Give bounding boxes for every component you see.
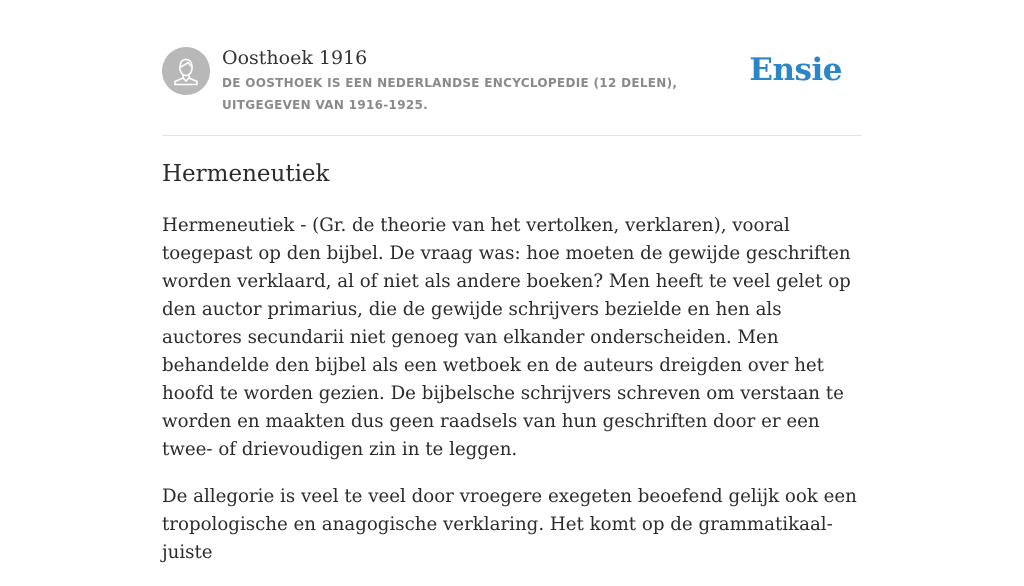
article-paragraph: De allegorie is veel te veel door vroegere exegeten beoefend gelijk ook een tropologische en anagogische verklaring. Het komt op de grammatikaal-juiste: [162, 486, 857, 563]
source-title[interactable]: Oosthoek 1916: [222, 47, 368, 69]
source-description: DE OOSTHOEK IS EEN NEDERLANDSE ENCYCLOPEDIE (12 DELEN), UITGEGEVEN VAN 1916-1925.: [222, 76, 678, 112]
article-paragraph: Hermeneutiek - (Gr. de theorie van het vertolken, verklaren), vooral toegepast op den bijbel. De vraag was: hoe moeten de gewijde geschriften worden verklaard, al of niet als andere boeken? Men heeft te veel gelet op den auctor primarius, die de gewijde schrijvers bezielde en hen als auctores secundarii niet genoeg van elkander onderscheiden. Men behandelde den bijbel als een wetboek en de auteurs dreigden over het hoofd te worden gezien. De bijbelsche schrijvers schreven om verstaan te worden en maakten dus geen raadsels van hun geschriften door er een twee- of drievoudigen zin in te leggen.: [162, 215, 851, 460]
article-title: Hermeneutiek: [162, 161, 330, 187]
avatar[interactable]: [162, 47, 210, 95]
article-body: [162, 212, 866, 586]
ensie-logo[interactable]: Ensie: [749, 52, 842, 88]
source-header: [162, 46, 862, 116]
header-divider: [162, 135, 862, 136]
user-outline-icon: [162, 47, 210, 95]
